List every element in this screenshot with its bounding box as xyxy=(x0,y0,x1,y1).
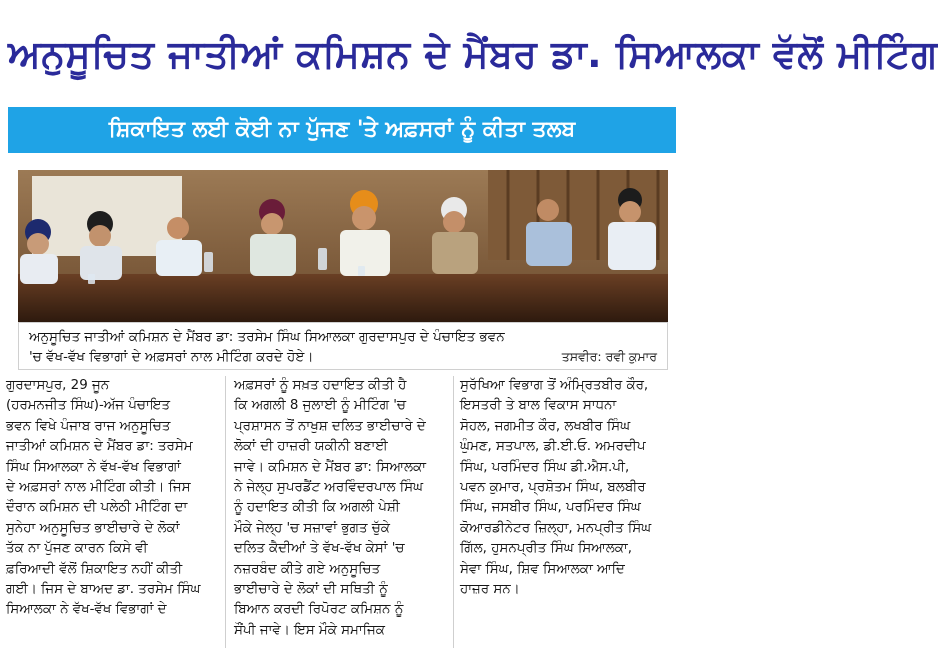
article-column-1 xyxy=(6,376,218,648)
column-line: ਸਿੰਘ ਸਿਆਲਕਾ ਨੇ ਵੱਖ-ਵੱਖ ਵਿਭਾਗਾਂ xyxy=(6,459,181,475)
caption-line-1: ਅਨੁਸੂਚਿਤ ਜਾਤੀਆਂ ਕਮਿਸ਼ਨ ਦੇ ਮੈਂਬਰ ਡਾ: ਤਰਸੇਮ ਸਿੰਘ ਸਿਆਲਕਾ ਗੁਰਦਾਸਪੁਰ ਦੇ ਪੰਚਾਇਤ ਭਵਨ xyxy=(29,329,505,345)
column-line: ਦੇ ਅਫ਼ਸਰਾਂ ਨਾਲ ਮੀਟਿੰਗ ਕੀਤੀ। ਜਿਸ xyxy=(6,480,191,496)
conference-table xyxy=(18,274,668,322)
column-line: ਦਲਿਤ ਕੈਦੀਆਂ ਤੇ ਵੱਖ-ਵੱਖ ਕੇਸਾਂ 'ਚ xyxy=(234,541,405,557)
column-line: (ਹਰਮਨਜੀਤ ਸਿੰਘ)-ਅੱਜ ਪੰਚਾਇਤ xyxy=(6,398,170,414)
subheadline-banner: ਸ਼ਿਕਾਇਤ ਲਈ ਕੋਈ ਨਾ ਪੁੱਜਣ 'ਤੇ ਅਫ਼ਸਰਾਂ ਨੂੰ ਕੀਤਾ ਤਲਬ xyxy=(8,107,676,153)
column-line: ਨੂੰ ਹਦਾਇਤ ਕੀਤੀ ਕਿ ਅਗਲੀ ਪੇਸ਼ੀ xyxy=(234,500,400,516)
photo-caption xyxy=(18,322,668,370)
column-line: ਨਜ਼ਰਬੰਦ ਕੀਤੇ ਗਏ ਅਨੁਸੂਚਿਤ xyxy=(234,561,381,577)
photo-credit: ਤਸਵੀਰ: ਰਵੀ ਕੁਮਾਰ xyxy=(561,349,657,364)
column-line: ਮੌਕੇ ਜੇਲ੍ਹ 'ਚ ਸਜ਼ਾਵਾਂ ਭੁਗਤ ਚੁੱਕੇ xyxy=(234,520,390,536)
column-line: ਨੇ ਜੇਲ੍ਹ ਸੁਪਰਡੈਂਟ ਅਰਵਿੰਦਰਪਾਲ ਸਿੰਘ xyxy=(234,480,423,496)
column-line: ਸੌਂਪੀ ਜਾਵੇ। ਇਸ ਮੌਕੇ ਸਮਾਜਿਕ xyxy=(234,622,385,638)
column-line: ਬਿਆਨ ਕਰਦੀ ਰਿਪੋਰਟ ਕਮਿਸ਼ਨ ਨੂੰ xyxy=(234,602,404,618)
column-line: ਅਫ਼ਸਰਾਂ ਨੂੰ ਸਖ਼ਤ ਹਦਾਇਤ ਕੀਤੀ ਹੈ xyxy=(234,378,407,393)
column-divider xyxy=(225,376,226,648)
column-line: ਭਾਈਚਾਰੇ ਦੇ ਲੋਕਾਂ ਦੀ ਸਥਿਤੀ ਨੂੰ xyxy=(234,582,388,598)
column-line: ਪਵਨ ਕੁਮਾਰ, ਪ੍ਰਸ਼ੋਤਮ ਸਿੰਘ, ਬਲਬੀਰ xyxy=(460,480,646,496)
headline: ਅਨੁਸੂਚਿਤ ਜਾਤੀਆਂ ਕਮਿਸ਼ਨ ਦੇ ਮੈਂਬਰ ਡਾ. ਸਿਆਲਕਾ ਵੱਲੋਂ ਮੀਟਿੰਗ xyxy=(8,32,938,76)
article-column-3 xyxy=(460,376,678,648)
column-line: ਜਾਤੀਆਂ ਕਮਿਸ਼ਨ ਦੇ ਮੈਂਬਰ ਡਾ: ਤਰਸੇਮ xyxy=(6,439,193,455)
column-line: ਪ੍ਰਸ਼ਾਸਨ ਤੋਂ ਨਾਖੁਸ਼ ਦਲਿਤ ਭਾਈਚਾਰੇ ਦੇ xyxy=(234,418,426,434)
column-line: ਸਿੰਘ, ਪਰਮਿੰਦਰ ਸਿੰਘ ਡੀ.ਐਸ.ਪੀ, xyxy=(460,459,630,475)
column-line: ਸਿਆਲਕਾ ਨੇ ਵੱਖ-ਵੱਖ ਵਿਭਾਗਾਂ ਦੇ xyxy=(6,602,167,618)
column-line: ਗਿੱਲ, ਹੁਸਨਪ੍ਰੀਤ ਸਿੰਘ ਸਿਆਲਕਾ, xyxy=(460,541,633,557)
column-line: ਇਸਤਰੀ ਤੇ ਬਾਲ ਵਿਕਾਸ ਸਾਧਨਾ xyxy=(460,398,617,414)
column-line: ਗਈ। ਜਿਸ ਦੇ ਬਾਅਦ ਡਾ. ਤਰਸੇਮ ਸਿੰਘ xyxy=(6,582,201,598)
meeting-photo xyxy=(18,170,668,322)
column-line: ਸੋਹਲ, ਜਗਮੀਤ ਕੌਰ, ਲਖਬੀਰ ਸਿੰਘ xyxy=(460,418,631,434)
column-line: ਸਿੰਘ, ਜਸਬੀਰ ਸਿੰਘ, ਪਰਮਿੰਦਰ ਸਿੰਘ xyxy=(460,500,641,516)
column-line: ਸੇਵਾ ਸਿੰਘ, ਸ਼ਿਵ ਸਿਆਲਕਾ ਆਦਿ xyxy=(460,561,625,577)
column-line: ਕਿ ਅਗਲੀ 8 ਜੁਲਾਈ ਨੂੰ ਮੀਟਿੰਗ 'ਚ xyxy=(234,398,406,414)
column-line: ਘੁੰਮਣ, ਸਤਪਾਲ, ਡੀ.ਈ.ਓ. ਅਮਰਦੀਪ xyxy=(460,439,646,455)
caption-line-2: 'ਚ ਵੱਖ-ਵੱਖ ਵਿਭਾਗਾਂ ਦੇ ਅਫ਼ਸਰਾਂ ਨਾਲ ਮੀਟਿੰਗ ਕਰਦੇ ਹੋਏ। xyxy=(29,349,314,365)
column-line: ਦੌਰਾਨ ਕਮਿਸ਼ਨ ਦੀ ਪਲੇਠੀ ਮੀਟਿੰਗ ਦਾ xyxy=(6,500,188,516)
column-line: ਤੱਕ ਨਾ ਪੁੱਜਣ ਕਾਰਨ ਕਿਸੇ ਵੀ xyxy=(6,541,148,557)
column-line: ਲੋਕਾਂ ਦੀ ਹਾਜ਼ਰੀ ਯਕੀਨੀ ਬਣਾਈ xyxy=(234,439,388,455)
column-line: ਫ਼ਰਿਆਦੀ ਵੱਲੋਂ ਸ਼ਿਕਾਇਤ ਨਹੀਂ ਕੀਤੀ xyxy=(6,561,183,577)
column-line: ਗੁਰਦਾਸਪੁਰ, 29 ਜੂਨ xyxy=(6,378,110,393)
meeting-photo-illustration xyxy=(18,170,668,322)
column-line: ਹਾਜ਼ਰ ਸਨ। xyxy=(460,582,520,598)
column-line: ਸੁਨੇਹਾ ਅਨੁਸੂਚਿਤ ਭਾਈਚਾਰੇ ਦੇ ਲੋਕਾਂ xyxy=(6,520,180,536)
column-divider xyxy=(453,376,454,648)
column-line: ਜਾਵੇ। ਕਮਿਸ਼ਨ ਦੇ ਮੈਂਬਰ ਡਾ: ਸਿਆਲਕਾ xyxy=(234,459,426,475)
column-line: ਸੁਰੱਖਿਆ ਵਿਭਾਗ ਤੋਂ ਅੰਮ੍ਰਿਤਬੀਰ ਕੌਰ, xyxy=(460,378,649,393)
column-line: ਭਵਨ ਵਿਖੇ ਪੰਜਾਬ ਰਾਜ ਅਨੁਸੂਚਿਤ xyxy=(6,418,171,434)
article-column-2 xyxy=(234,376,448,648)
column-line: ਕੋਆਰਡੀਨੇਟਰ ਜ਼ਿਲ੍ਹਾ, ਮਨਪ੍ਰੀਤ ਸਿੰਘ xyxy=(460,520,652,536)
